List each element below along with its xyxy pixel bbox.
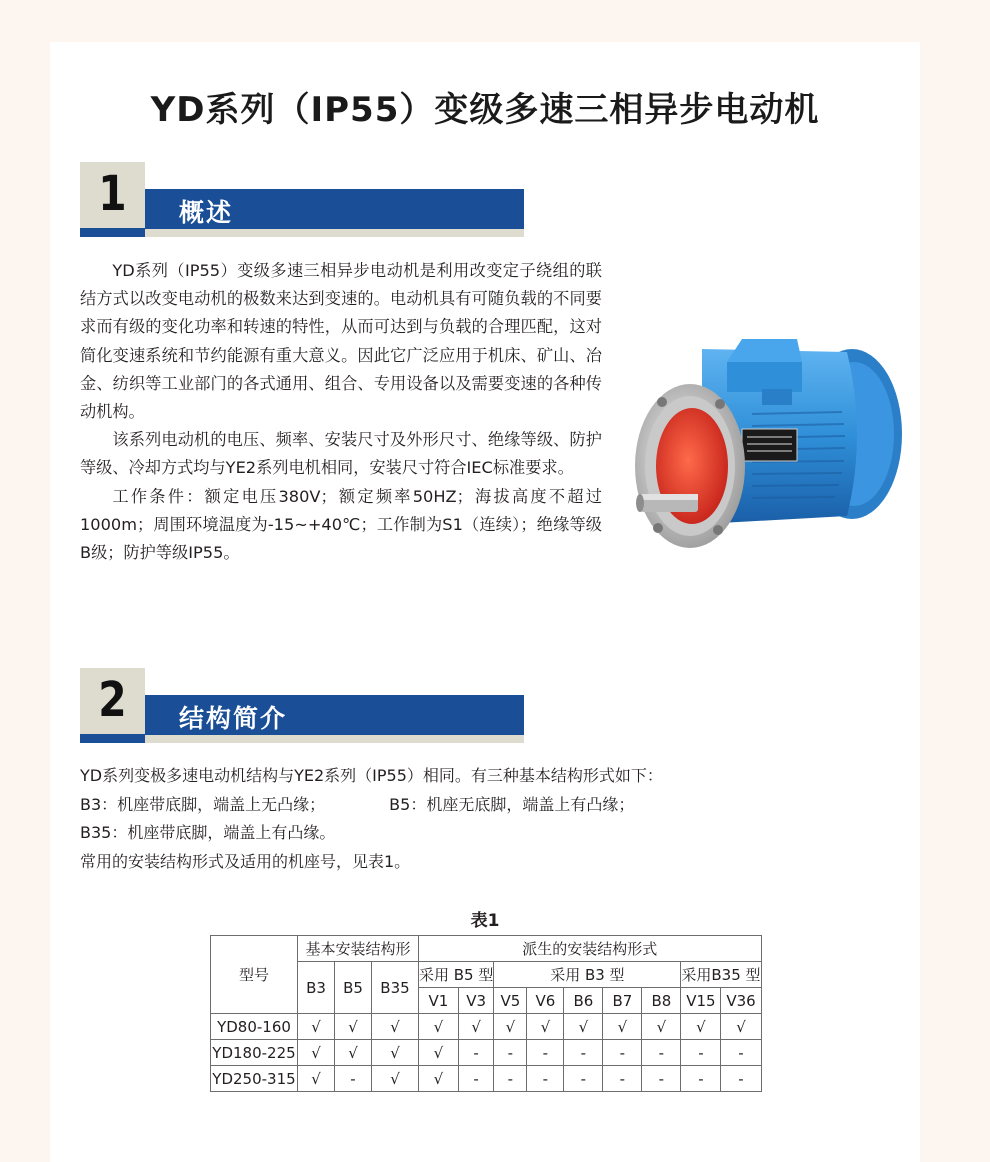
section-2-note: 常用的安装结构形式及适用的机座号，见表1。 [80,851,411,871]
mark-cell: - [681,1066,721,1092]
mark-cell: √ [721,1014,761,1040]
section-1-number-box [80,162,145,228]
mark-cell: √ [642,1014,681,1040]
mark-cell: - [494,1040,527,1066]
page-title: YD系列（IP55）变级多速三相异步电动机 [150,90,820,130]
col-header-b35: B35 [372,962,419,1014]
mark-cell: √ [494,1014,527,1040]
section-1-header [80,162,524,238]
section-2-intro: YD系列变极多速电动机结构与YE2系列（IP55）相同。有三种基本结构形式如下： [80,766,663,785]
mark-cell: √ [419,1066,459,1092]
mark-cell: √ [298,1040,335,1066]
mark-cell: - [603,1066,642,1092]
mark-cell: - [642,1066,681,1092]
model-cell: YD180-225 [211,1040,298,1066]
mark-cell: - [527,1040,564,1066]
section-2-label: 结构简介 [179,704,288,733]
section-1-body [80,257,602,567]
mark-cell: - [681,1040,721,1066]
basic-header: 基本安装结构形 [298,936,419,962]
mark-cell: - [335,1066,372,1092]
section-2-b3-b5-line [80,791,780,820]
col-header-b8: B8 [642,988,681,1014]
mark-cell: √ [527,1014,564,1040]
mark-cell: - [564,1066,603,1092]
section-1-paragraph: YD系列（IP55）变级多速三相异步电动机是利用改变定子绕组的联结方式以改变电动机的极数来达到变速的。电动机具有可随负载的不同要求而有级的变化功率和转速的特性，从而可达到与负载的合理匹配，这对简化变速系统和节约能源有重大意义。因此它广泛应用于机床、矿山、冶金、纺织等工业部门的各式通用、组合、专用设备以及需要变速的各种传动机构。 [80,261,602,422]
mark-cell: √ [298,1066,335,1092]
section-2-number-box [80,668,145,734]
table-row [211,1066,762,1092]
section-2-body [80,762,780,876]
section-1-bar [145,189,524,229]
mounting-table [210,935,762,1092]
mark-cell: - [721,1040,761,1066]
model-header: 型号 [211,936,298,1014]
section-1-number: 1 [98,166,127,222]
mark-cell: - [603,1040,642,1066]
section-2-underline-blue [80,734,145,743]
col-header-v6: V6 [527,988,564,1014]
b35-description: B35：机座带底脚，端盖上有凸缘。 [80,823,336,842]
col-header-b5: B5 [335,962,372,1014]
b5-description: B5：机座无底脚，端盖上有凸缘； [389,794,635,814]
mark-cell: √ [335,1014,372,1040]
mark-cell: √ [372,1040,419,1066]
mark-cell: - [458,1066,494,1092]
mark-cell: √ [603,1014,642,1040]
section-1-paragraph: 工作条件：额定电压380V；额定频率50HZ；海拔高度不超过1000m；周围环境温度为-15~+40℃；工作制为S1（连续）；绝缘等级B级；防护等级IP55。 [80,486,602,563]
section-2-header [80,668,524,744]
mark-cell: - [564,1040,603,1066]
section-2-underline-grey [145,735,524,743]
mark-cell: √ [564,1014,603,1040]
model-cell: YD250-315 [211,1066,298,1092]
mark-cell: √ [458,1014,494,1040]
group-b5-header: 采用 B5 型 [419,962,494,988]
table-row [211,1014,762,1040]
motor-photo-icon [632,304,912,554]
mark-cell: - [458,1040,494,1066]
group-b3-header: 采用 B3 型 [494,962,681,988]
col-header-v15: V15 [681,988,721,1014]
mark-cell: √ [419,1014,459,1040]
col-header-v3: V3 [458,988,494,1014]
section-2-number: 2 [98,672,127,728]
mark-cell: √ [681,1014,721,1040]
table-row [211,1040,762,1066]
col-header-b3: B3 [298,962,335,1014]
group-b35-header: 采用B35 型 [681,962,761,988]
mark-cell: √ [298,1014,335,1040]
section-1-paragraph: 该系列电动机的电压、频率、安装尺寸及外形尺寸、绝缘等级、防护等级、冷却方式均与YE2系列电机相同，安装尺寸符合IEC标准要求。 [80,430,602,478]
mark-cell: - [721,1066,761,1092]
model-cell: YD80-160 [211,1014,298,1040]
mark-cell: - [642,1040,681,1066]
mark-cell: - [494,1066,527,1092]
col-header-b6: B6 [564,988,603,1014]
section-1-underline-grey [145,229,524,237]
mark-cell: √ [335,1040,372,1066]
section-1-label: 概述 [179,198,234,227]
section-1-underline-blue [80,228,145,237]
col-header-b7: B7 [603,988,642,1014]
derived-header: 派生的安装结构形式 [419,936,762,962]
section-2-bar [145,695,524,735]
table-caption: 表1 [470,911,500,931]
mark-cell: √ [372,1066,419,1092]
col-header-v36: V36 [721,988,761,1014]
page [50,42,920,1162]
mark-cell: √ [419,1040,459,1066]
col-header-v5: V5 [494,988,527,1014]
mark-cell: √ [372,1014,419,1040]
mark-cell: - [527,1066,564,1092]
b3-description: B3：机座带底脚，端盖上无凸缘； [80,794,326,814]
col-header-v1: V1 [419,988,459,1014]
